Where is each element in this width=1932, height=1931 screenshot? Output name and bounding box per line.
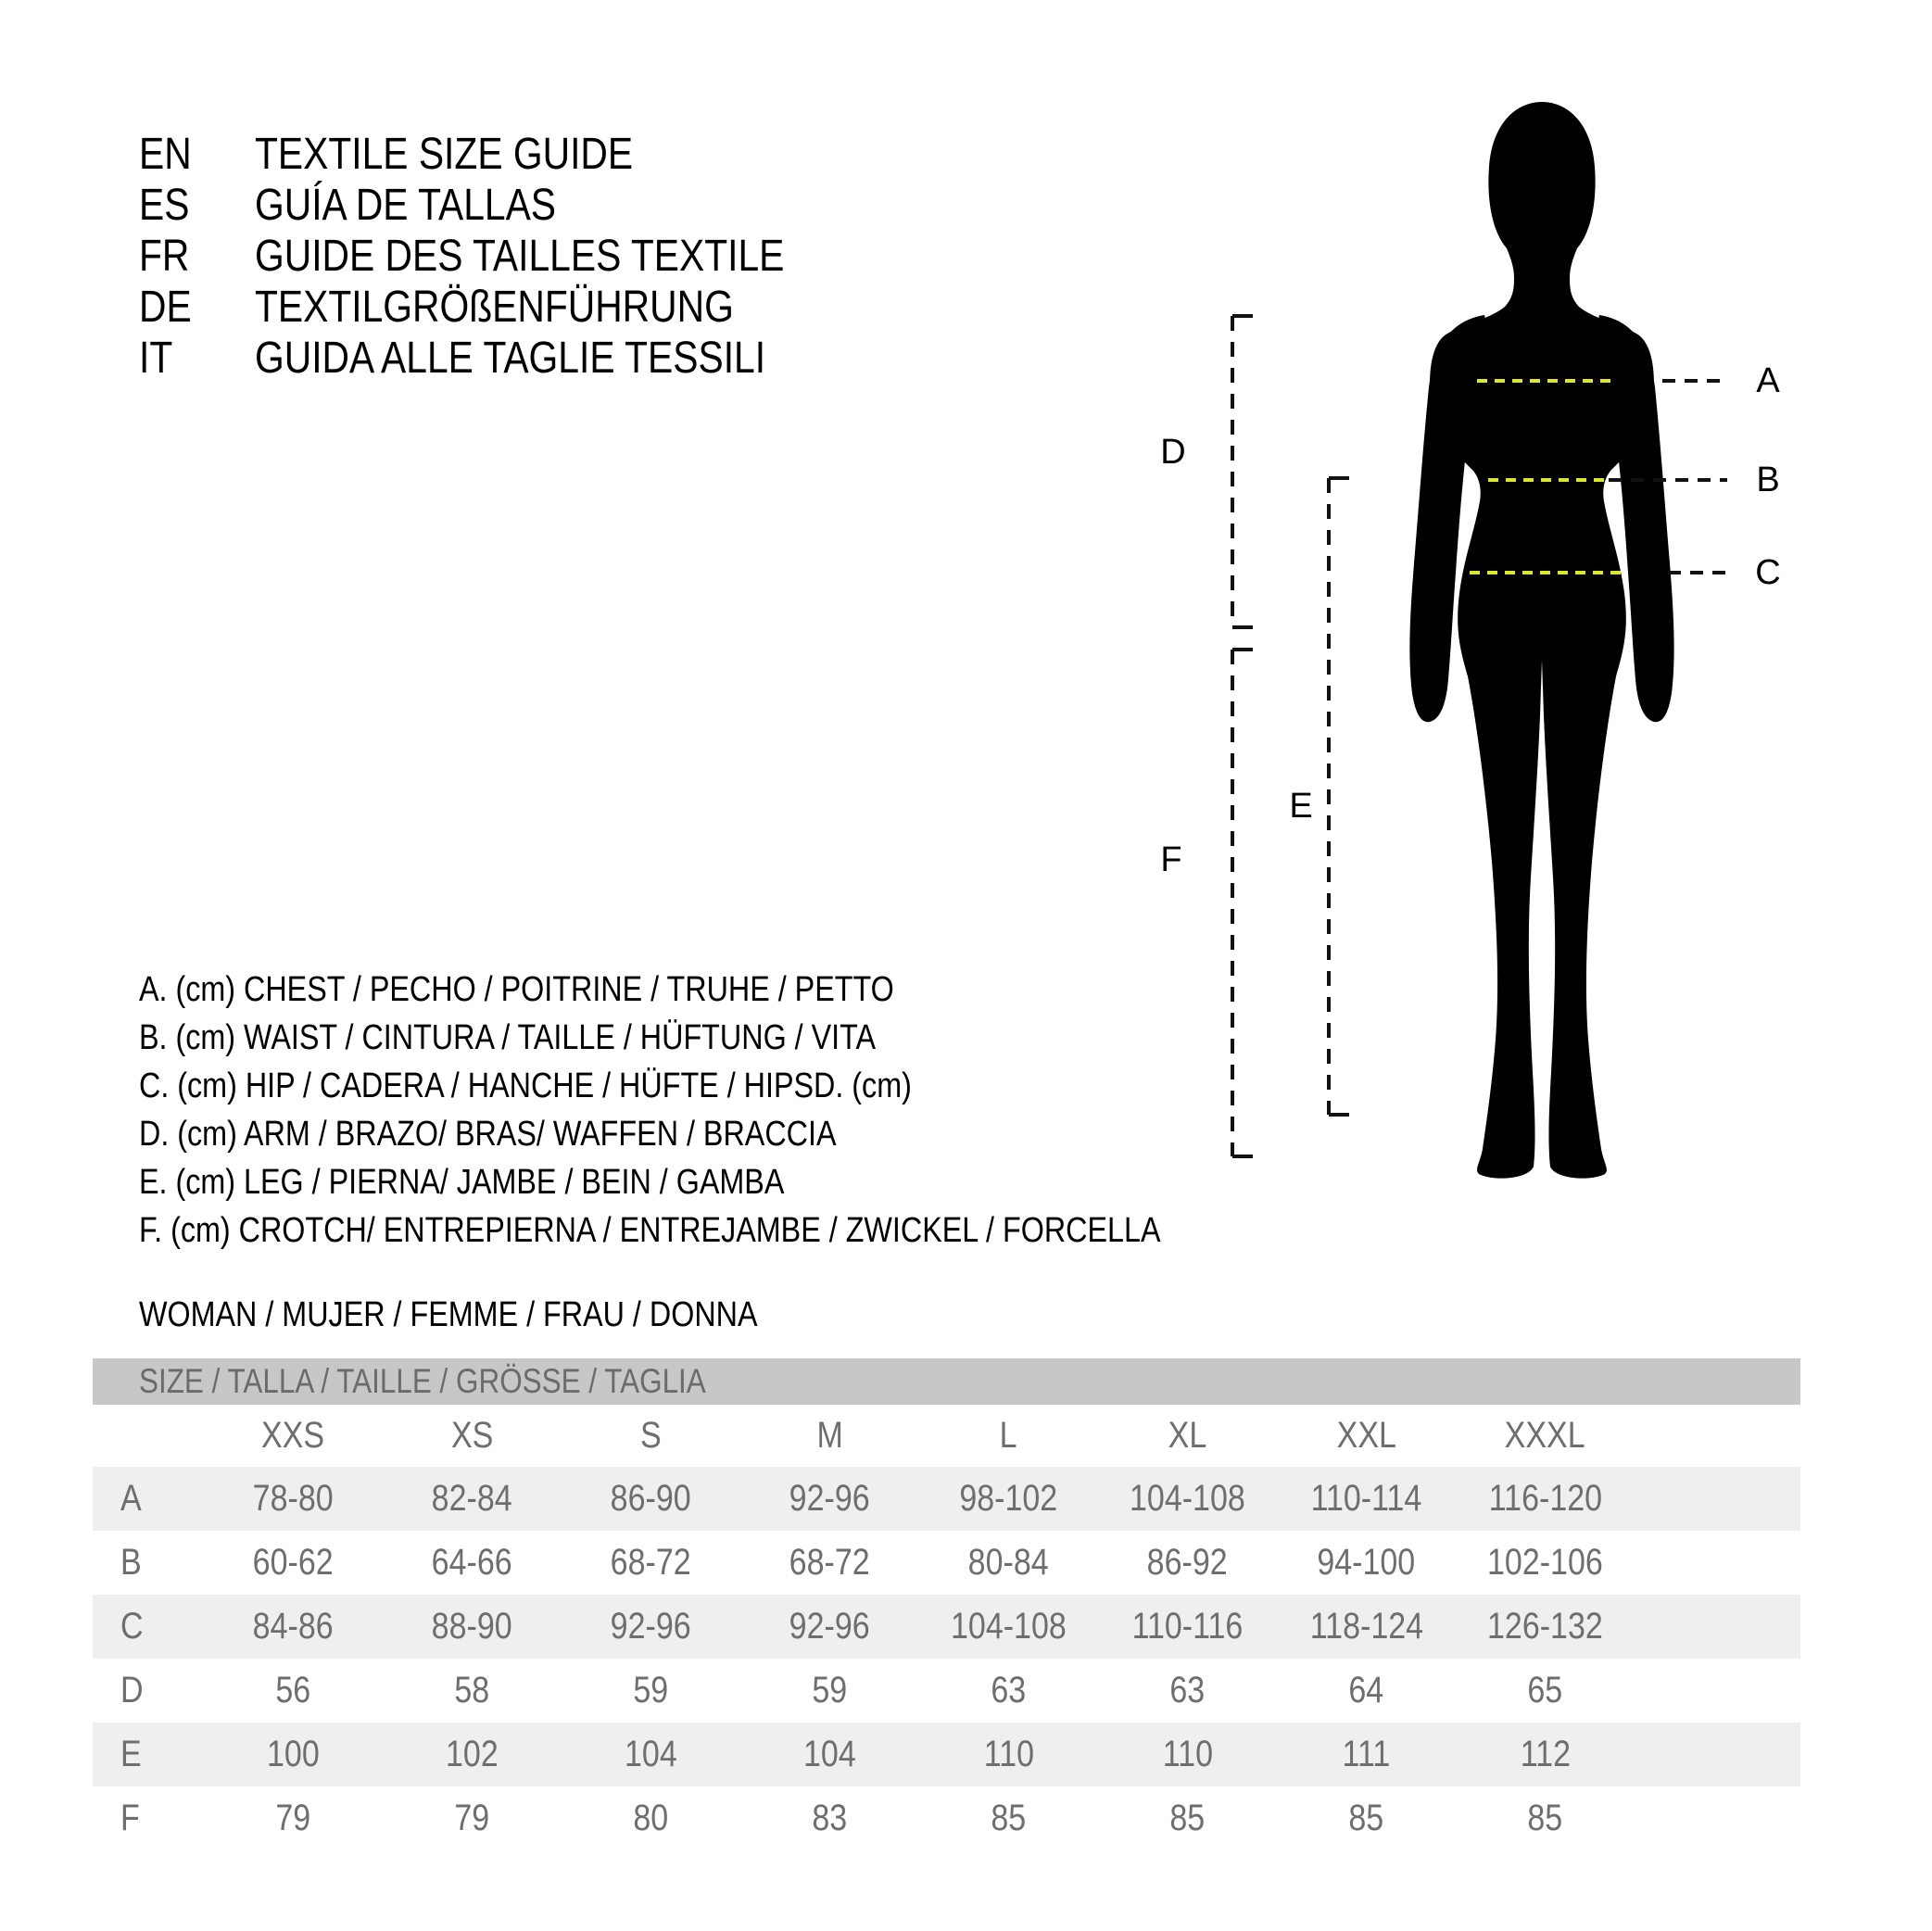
size-column-label: XXXL (1505, 1415, 1585, 1456)
row-label (93, 1531, 204, 1595)
table-cell-value: 102 (446, 1734, 499, 1774)
table-cell (1456, 1467, 1635, 1531)
table-cell (383, 1659, 562, 1723)
table-cell-value: 82-84 (432, 1478, 512, 1519)
marker-label-hip: C (1755, 553, 1781, 592)
table-cell (740, 1531, 919, 1595)
table-cell (562, 1659, 740, 1723)
table-cell-value: 94-100 (1317, 1542, 1416, 1583)
table-cell-value: 56 (275, 1670, 311, 1710)
table-cell (1098, 1786, 1277, 1850)
marker-label-crotch: F (1160, 840, 1182, 879)
size-table-title: SIZE / TALLA / TAILLE / GRÖSSE / TAGLIA (139, 1362, 706, 1400)
size-header-row (93, 1405, 1800, 1467)
table-cell-value: 80-84 (968, 1542, 1049, 1583)
table-cell-value: 92-96 (611, 1606, 691, 1647)
table-cell (919, 1723, 1098, 1786)
size-column-label: XL (1168, 1415, 1207, 1456)
table-cell-value: 68-72 (611, 1542, 691, 1583)
table-cell (1277, 1595, 1456, 1659)
table-cell-value: 83 (812, 1798, 848, 1838)
table-cell-value: 104-108 (951, 1606, 1067, 1647)
table-cell-value: 78-80 (253, 1478, 334, 1519)
row-label-text: B (120, 1542, 142, 1583)
size-header-spacer (93, 1405, 204, 1467)
row-label-text: D (120, 1670, 144, 1710)
table-cell-value: 100 (267, 1734, 320, 1774)
table-cell-value: 85 (1527, 1798, 1563, 1838)
legend-hip: C. (cm) HIP / CADERA / HANCHE / HÜFTE / HIPSD. (cm) (139, 1066, 912, 1105)
legend-chest: A. (cm) CHEST / PECHO / POITRINE / TRUHE / PETTO (139, 970, 894, 1009)
table-cell-value: 104-108 (1130, 1478, 1245, 1519)
table-cell-value: 110-116 (1131, 1606, 1244, 1647)
table-cell (1456, 1531, 1635, 1595)
row-label (93, 1659, 204, 1723)
table-row-C (93, 1595, 1800, 1659)
table-cell-value: 85 (991, 1798, 1027, 1838)
table-cell (562, 1595, 740, 1659)
table-cell (1277, 1467, 1456, 1531)
size-table-body (93, 1467, 1800, 1850)
table-cell (383, 1723, 562, 1786)
table-cell (740, 1723, 919, 1786)
table-cell-value: 86-92 (1147, 1542, 1228, 1583)
table-cell-value: 60-62 (253, 1542, 334, 1583)
row-label (93, 1467, 204, 1531)
size-column-header (1277, 1405, 1456, 1467)
table-cell (740, 1659, 919, 1723)
table-cell-value: 88-90 (432, 1606, 512, 1647)
marker-label-leg: E (1289, 787, 1313, 826)
guide-title: GUIDE DES TAILLES TEXTILE (255, 232, 785, 281)
table-row-A (93, 1467, 1800, 1531)
size-column-header (740, 1405, 919, 1467)
size-column-header (919, 1405, 1098, 1467)
table-row-B (93, 1531, 1800, 1595)
lang-code: DE (139, 283, 192, 332)
row-label-text: F (120, 1798, 140, 1838)
measurement-legend (139, 966, 1341, 1255)
lang-code: FR (139, 232, 190, 281)
size-column-header (383, 1405, 562, 1467)
table-cell-value: 63 (1169, 1670, 1206, 1710)
table-cell (740, 1595, 919, 1659)
table-cell (1098, 1467, 1277, 1531)
table-cell-value: 104 (625, 1734, 677, 1774)
table-cell (1277, 1723, 1456, 1786)
table-cell (204, 1531, 383, 1595)
marker-label-chest: A (1756, 361, 1780, 400)
table-cell (383, 1467, 562, 1531)
guide-title: TEXTILGRÖßENFÜHRUNG (255, 283, 734, 332)
size-column-header (1456, 1405, 1635, 1467)
marker-label-waist: B (1756, 461, 1780, 499)
table-cell (919, 1531, 1098, 1595)
table-cell-value: 118-124 (1309, 1606, 1423, 1647)
table-cell (919, 1659, 1098, 1723)
table-cell-value: 104 (803, 1734, 856, 1774)
table-row-F (93, 1786, 1800, 1850)
table-cell (1456, 1595, 1635, 1659)
size-column-header (562, 1405, 740, 1467)
table-cell (1098, 1723, 1277, 1786)
table-cell-value: 85 (1169, 1798, 1206, 1838)
size-column-header (1098, 1405, 1277, 1467)
marker-label-arm: D (1160, 433, 1186, 472)
row-label-text: C (120, 1606, 144, 1647)
table-cell-value: 92-96 (789, 1478, 870, 1519)
row-label (93, 1723, 204, 1786)
table-cell-value: 80 (633, 1798, 669, 1838)
table-cell (1098, 1531, 1277, 1595)
table-row-E (93, 1723, 1800, 1786)
guide-title: GUIDA ALLE TAGLIE TESSILI (255, 334, 766, 383)
table-cell (562, 1467, 740, 1531)
table-cell (1098, 1659, 1277, 1723)
legend-waist: B. (cm) WAIST / CINTURA / TAILLE / HÜFTUNG / VITA (139, 1018, 877, 1057)
table-cell (204, 1467, 383, 1531)
guide-title: TEXTILE SIZE GUIDE (255, 130, 634, 179)
legend-arm: D. (cm) ARM / BRAZO/ BRAS/ WAFFEN / BRACCIA (139, 1115, 837, 1154)
table-cell-value: 98-102 (959, 1478, 1058, 1519)
table-cell (740, 1786, 919, 1850)
table-cell (1456, 1659, 1635, 1723)
table-cell-value: 85 (1348, 1798, 1384, 1838)
table-cell-value: 84-86 (253, 1606, 334, 1647)
lang-code: IT (139, 334, 173, 383)
table-cell-value: 59 (812, 1670, 848, 1710)
row-label (93, 1595, 204, 1659)
row-label-text: A (120, 1478, 142, 1519)
table-cell-value: 65 (1527, 1670, 1563, 1710)
table-cell-value: 64 (1348, 1670, 1384, 1710)
table-cell (919, 1786, 1098, 1850)
table-cell (1456, 1786, 1635, 1850)
table-cell (740, 1467, 919, 1531)
size-table (93, 1358, 1800, 1850)
table-cell-value: 110 (983, 1734, 1034, 1774)
woman-silhouette (1409, 102, 1673, 1179)
table-cell (204, 1659, 383, 1723)
lang-code: ES (139, 181, 190, 230)
table-cell-value: 110 (1162, 1734, 1213, 1774)
table-cell-value: 79 (275, 1798, 311, 1838)
table-cell (204, 1723, 383, 1786)
table-cell (562, 1723, 740, 1786)
size-column-label: L (1000, 1415, 1017, 1456)
size-column-header (204, 1405, 383, 1467)
table-cell (1098, 1595, 1277, 1659)
table-cell-value: 116-120 (1488, 1478, 1602, 1519)
row-label (93, 1786, 204, 1850)
table-cell-value: 102-106 (1487, 1542, 1603, 1583)
table-cell (1277, 1786, 1456, 1850)
size-column-label: S (640, 1415, 662, 1456)
row-label-text: E (120, 1734, 142, 1774)
table-cell-value: 68-72 (789, 1542, 870, 1583)
table-cell (562, 1531, 740, 1595)
table-cell-value: 58 (454, 1670, 490, 1710)
table-cell (383, 1595, 562, 1659)
table-cell-value: 126-132 (1487, 1606, 1603, 1647)
table-cell (204, 1595, 383, 1659)
table-cell-value: 112 (1520, 1734, 1571, 1774)
size-column-label: XXS (261, 1415, 325, 1456)
size-column-label: XS (450, 1415, 494, 1456)
table-cell-value: 110-114 (1310, 1478, 1422, 1519)
table-cell-value: 79 (454, 1798, 490, 1838)
lang-code: EN (139, 130, 192, 179)
table-cell-value: 59 (633, 1670, 669, 1710)
table-cell-value: 63 (991, 1670, 1027, 1710)
size-column-label: XXL (1336, 1415, 1396, 1456)
table-cell-value: 111 (1342, 1734, 1391, 1774)
table-cell-value: 86-90 (611, 1478, 691, 1519)
table-cell (562, 1786, 740, 1850)
table-cell-value: 64-66 (432, 1542, 512, 1583)
size-column-label: M (816, 1415, 843, 1456)
table-cell-value: 92-96 (789, 1606, 870, 1647)
table-cell (1456, 1723, 1635, 1786)
table-cell (1277, 1531, 1456, 1595)
table-cell (383, 1531, 562, 1595)
table-cell (919, 1467, 1098, 1531)
table-cell (383, 1786, 562, 1850)
guide-title: GUÍA DE TALLAS (255, 181, 557, 230)
legend-leg: E. (cm) LEG / PIERNA/ JAMBE / BEIN / GAMBA (139, 1163, 785, 1202)
table-cell (204, 1786, 383, 1850)
audience-line: WOMAN / MUJER / FEMME / FRAU / DONNA (139, 1295, 758, 1334)
table-cell (919, 1595, 1098, 1659)
table-cell (1277, 1659, 1456, 1723)
table-row-D (93, 1659, 1800, 1723)
legend-crotch: F. (cm) CROTCH/ ENTREPIERNA / ENTREJAMBE / ZWICKEL / FORCELLA (139, 1211, 1161, 1250)
